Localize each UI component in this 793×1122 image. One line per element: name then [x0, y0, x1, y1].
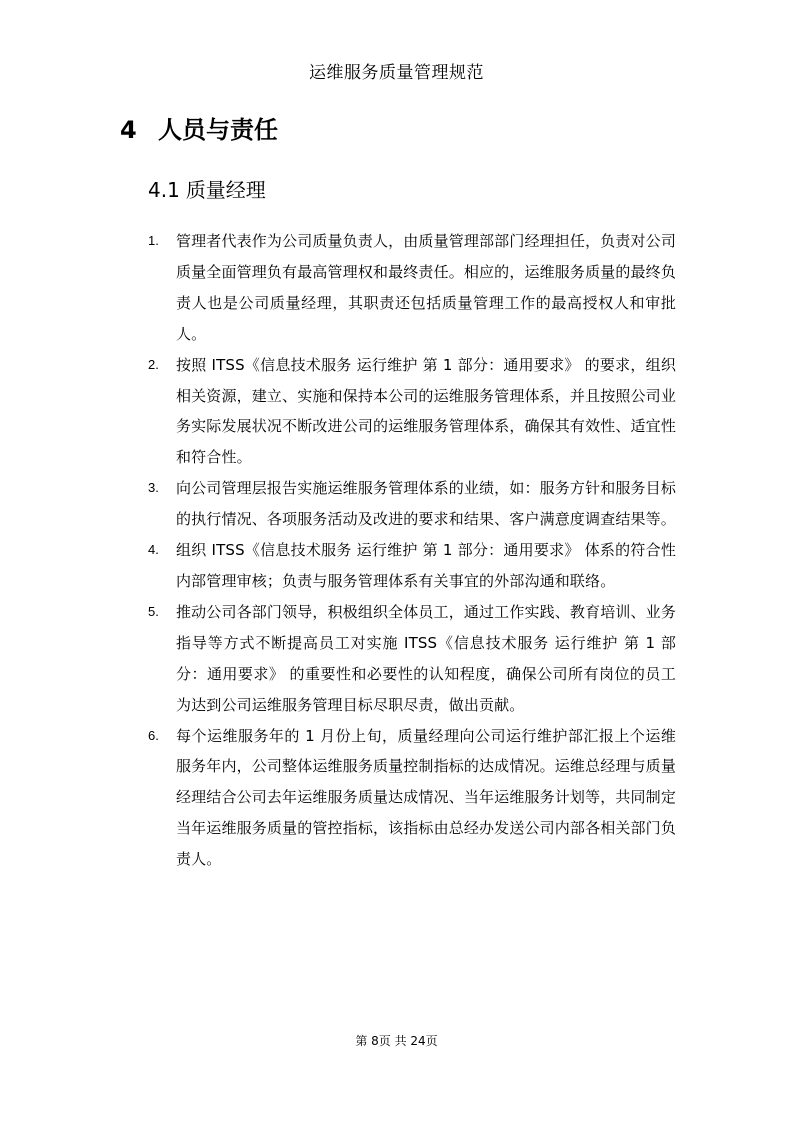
list-item-number: 2.	[148, 356, 159, 372]
document-title: 运维服务质量管理规范	[309, 63, 484, 83]
list-item-number: 5.	[148, 603, 159, 619]
list-item-number: 1.	[148, 233, 159, 248]
list-item	[148, 473, 676, 535]
list-item	[148, 350, 676, 474]
section-number: 4	[120, 116, 137, 144]
section-title: 人员与责任	[158, 116, 278, 144]
list-item	[148, 226, 676, 350]
page-footer: 第 8页 共 24页	[355, 1034, 438, 1048]
list-item	[148, 597, 676, 721]
list-item-number: 3.	[148, 480, 159, 496]
list-item	[148, 535, 676, 597]
list-item-text: 推动公司各部门领导，积极组织全体员工，通过工作实践、教育培训、业务指导等方式不断提高员工对实施 ITSS《信息技术服务 运行维护 第 1 部分：通用要求》 的重要性和必要性的认知程度，确保公司所有岗位的员工为达到公司运维服务管理目标尽职尽责，做出贡献。	[176, 602, 676, 714]
list-item-text: 按照 ITSS《信息技术服务 运行维护 第 1 部分：通用要求》 的要求，组织相关资源，建立、实施和保持本公司的运维服务管理体系，并且按照公司业务实际发展状况不断改进公司的运维服务管理体系，确保其有效性、适宜性和符合性。	[176, 355, 676, 467]
list-item-text: 向公司管理层报告实施运维服务管理体系的业绩，如：服务方针和服务目标的执行情况、各项服务活动及改进的要求和结果、客户满意度调查结果等。	[176, 479, 676, 529]
subsection-heading	[148, 174, 266, 203]
list-item-text: 管理者代表作为公司质量负责人，由质量管理部部门经理担任，负责对公司质量全面管理负有最高管理权和最终责任。相应的，运维服务质量的最终负责人也是公司质量经理，其职责还包括质量管理工作的最高授权人和审批人。	[176, 232, 676, 343]
section-heading	[120, 110, 278, 145]
list-item-number: 6.	[148, 727, 159, 743]
subsection-title: 质量经理	[185, 178, 266, 202]
list-item	[148, 721, 676, 876]
list-item-text: 组织 ITSS《信息技术服务 运行维护 第 1 部分：通用要求》 体系的符合性内部管理审核；负责与服务管理体系有关事宜的外部沟通和联络。	[176, 541, 676, 590]
responsibility-list	[148, 226, 676, 875]
list-item-number: 4.	[148, 542, 159, 558]
subsection-number: 4.1	[148, 178, 180, 202]
list-item-text: 每个运维服务年的 1 月份上旬，质量经理向公司运行维护部汇报上个运维服务年内，公司整体运维服务质量控制指标的达成情况。运维总经理与质量经理结合公司去年运维服务质量达成情况、当年运维服务计划等，共同制定当年运维服务质量的管控指标，该指标由总经办发送公司内部各相关部门负责人。	[176, 726, 676, 869]
